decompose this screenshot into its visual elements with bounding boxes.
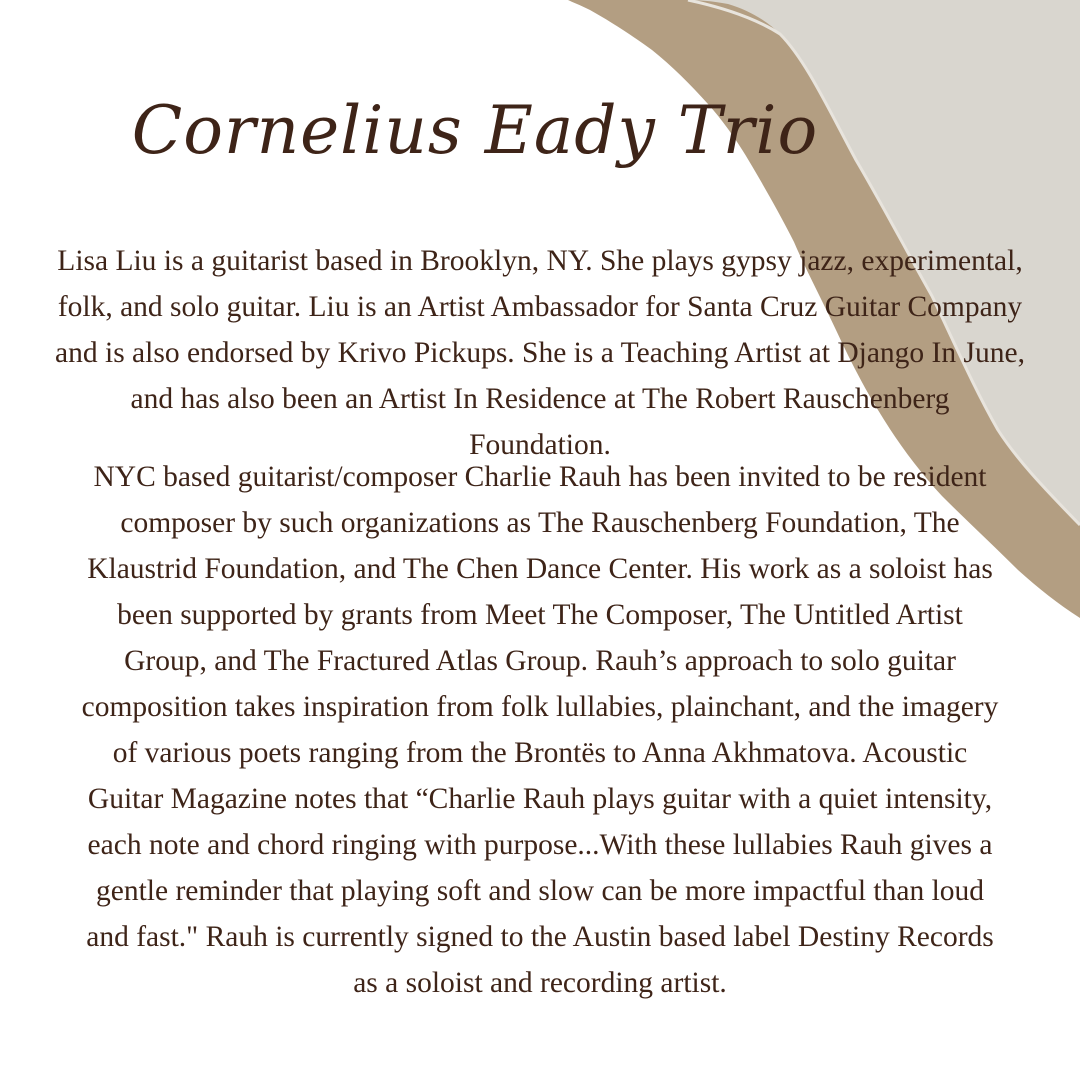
bio-line: and fast." Rauh is currently signed to the Austin based label Destiny Records — [86, 921, 994, 953]
bio-line: and is also endorsed by Krivo Pickups. She is a Teaching Artist at Django In June, — [55, 337, 1025, 369]
bio-line: composition takes inspiration from folk lullabies, plainchant, and the imagery — [81, 691, 999, 723]
bio-line: Lisa Liu is a guitarist based in Brooklyn, NY. She plays gypsy jazz, experimental, — [57, 245, 1023, 277]
bio-line: Group, and The Fractured Atlas Group. Rauh’s approach to solo guitar — [124, 645, 956, 677]
bio-line: each note and chord ringing with purpose...With these lullabies Rauh gives a — [87, 829, 993, 861]
bio-line: Klaustrid Foundation, and The Chen Dance Center. His work as a soloist has — [87, 553, 993, 585]
bio-line: Guitar Magazine notes that “Charlie Rauh plays guitar with a quiet intensity, — [87, 783, 993, 815]
bio-line: NYC based guitarist/composer Charlie Rauh has been invited to be resident — [93, 461, 987, 493]
bio-line: and has also been an Artist In Residence at The Robert Rauschenberg — [130, 383, 950, 415]
bio-line: Foundation. — [469, 429, 611, 461]
bio-line: composer by such organizations as The Rauschenberg Foundation, The — [120, 507, 960, 539]
bio-line: folk, and solo guitar. Liu is an Artist Ambassador for Santa Cruz Guitar Company — [57, 291, 1023, 323]
bio-line: as a soloist and recording artist. — [353, 967, 727, 999]
bio-line: gentle reminder that playing soft and slow can be more impactful than loud — [95, 875, 985, 907]
charlie-rauh-bio — [0, 454, 1080, 1006]
page-title: Cornelius Eady Trio — [131, 92, 819, 169]
lisa-liu-bio — [0, 238, 1080, 468]
bio-line: been supported by grants from Meet The Composer, The Untitled Artist — [117, 599, 963, 631]
bio-line: of various poets ranging from the Brontës to Anna Akhmatova. Acoustic — [112, 737, 968, 769]
